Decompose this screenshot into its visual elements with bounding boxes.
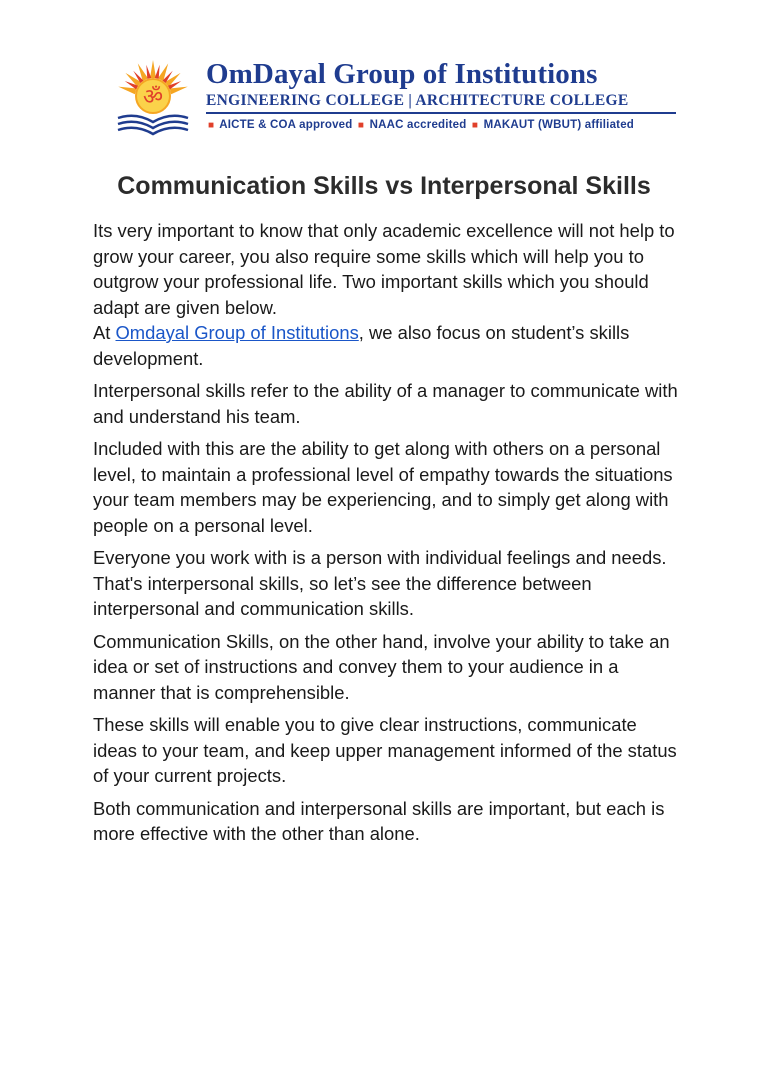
paragraph-interpersonal-details: Included with this are the ability to get along with others on a personal level, to maintain a professional level of empathy towards the situations your team members may be experiencing, and to simply get along with people on a personal level. [93,438,673,536]
brand-name: OmDayal Group of Institutions [206,58,598,90]
bullet-icon: ■ [357,120,365,131]
om-sun-book-logo [108,58,198,138]
brand-subtitle: ENGINEERING COLLEGE | ARCHITECTURE COLLEGE [206,92,676,114]
om-symbol-icon: ॐ [142,85,164,110]
bullet-icon: ■ [471,120,479,131]
header [108,58,668,138]
paragraph-interpersonal-definition: Interpersonal skills refer to the ability of a manager to communicate with and understand his team. [93,380,678,427]
paragraph-conclusion: Both communication and interpersonal skills are important, but each is more effective with the other than alone. [93,797,665,844]
paragraph-intro-text: Its very important to know that only academic excellence will not help to grow your career, you also require some skills which will help you to outgrow your professional life. Two important skills which you should adapt are given below. [93,220,675,318]
paragraph-individual-feelings: Everyone you work with is a person with individual feelings and needs. That's interpersonal skills, so let’s see the difference between interpersonal and communication skills. [93,547,667,619]
paragraph-intro [93,218,683,371]
document-body [93,218,683,854]
document-title: Communication Skills vs Interpersonal Skills [117,172,651,200]
bullet-icon: ■ [208,120,215,131]
paragraph-intro-suffix: , we also focus on student’s skills development. [93,322,630,369]
accreditation-makaut: MAKAUT (WBUT) affiliated [483,119,635,131]
accreditation-naac: NAAC accredited [369,119,467,131]
paragraph-intro-prefix: At [93,322,116,343]
omdayal-link[interactable]: Omdayal Group of Institutions [115,322,359,343]
paragraph-communication-benefits: These skills will enable you to give clear instructions, communicate ideas to your team, and keep upper management informed of the status of your current projects. [93,714,677,786]
open-book-icon [118,116,188,134]
brand-block [206,58,676,131]
paragraph-communication-definition: Communication Skills, on the other hand, involve your ability to take an idea or set of instructions and convey them to your audience in a manner that is comprehensible. [93,630,670,703]
accreditation-line [206,119,676,131]
accreditation-aicte: AICTE & COA approved [219,119,353,131]
